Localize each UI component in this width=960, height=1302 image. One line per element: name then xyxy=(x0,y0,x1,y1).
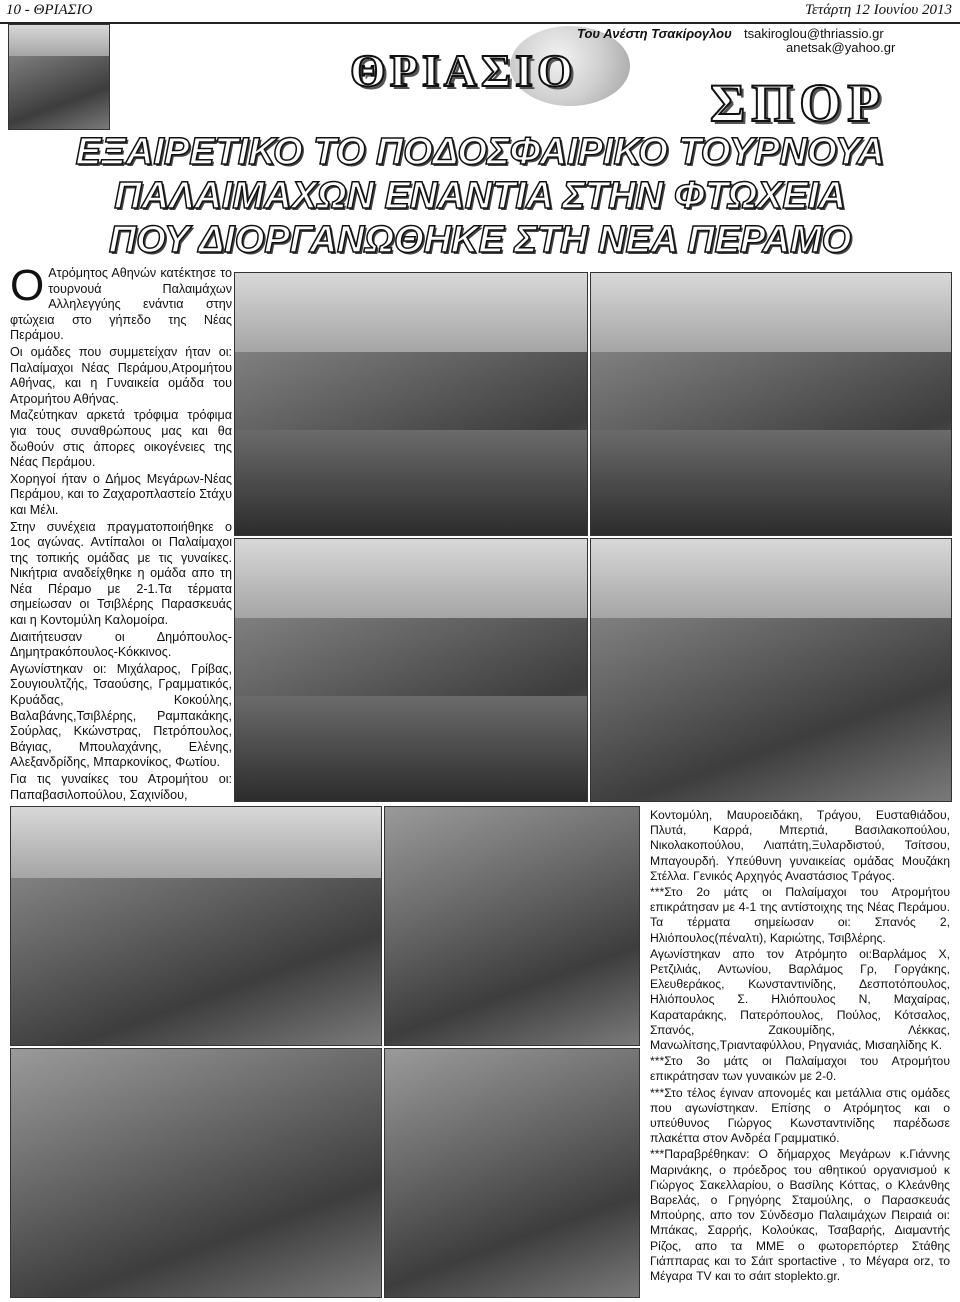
headline-line-1: ΕΞΑΙΡΕΤΙΚΟ ΤΟ ΠΟΔΟΣΦΑΙΡΙΚΟ ΤΟΥΡΝΟΥΑ xyxy=(75,131,885,173)
photo-trophy-ceremony xyxy=(384,806,640,1046)
headline xyxy=(18,130,942,262)
photo-spectators xyxy=(590,538,952,802)
article-paragraph: ***Στο τέλος έγιναν απονομές και μετάλλια στις ομάδες που αγωνίστηκαν. Επίσης ο Ατρόμητος και ο υπεύθυνος Γιώργος Κωνσταντινίδης παρέδωσε πλακέττα στον Ανδρέα Γραμματικό. xyxy=(650,1085,950,1146)
article-paragraph: ***Στο 2ο μάτς οι Παλαίμαχοι του Ατρομήτου επικράτησαν με 4-1 της αντίστοιχης της Νέας Περάμου. Τα τέρματα σημείωσαν οι: Σπανός 2, Ηλιόπουλος(πέναλτι), Καριώτης, Τσιβλέρης. xyxy=(650,885,950,945)
article-paragraph: Διαιτήτευσαν οι Δημόπουλος-Δημητρακόπουλος-Κόκκινος. xyxy=(10,629,232,660)
drop-cap: Ο xyxy=(10,261,45,310)
masthead-section: ΣΠΟΡ xyxy=(710,73,887,133)
article-paragraph: Χορηγοί ήταν ο Δήμος Μεγάρων-Νέας Περάμου, και το Ζαχαροπλαστείο Στάχυ και Μέλι. xyxy=(10,471,232,517)
photo-award-plaque xyxy=(384,1048,640,1298)
author-byline: Του Ανέστη Τσακίρογλου xyxy=(577,26,732,41)
article-paragraph: ***Στο 3ο μάτς οι Παλαίμαχοι του Ατρομήτου επικράτησαν των γυναικών με 2-0. xyxy=(650,1054,950,1084)
page-number: 10 - ΘΡΙΑΣΙΟ xyxy=(6,2,93,18)
issue-date: Τετάρτη 12 Ιουνίου 2013 xyxy=(805,2,952,18)
masthead-title: ΘΡΙΑΣΙΟ xyxy=(350,45,577,96)
photo-speaker-microphone xyxy=(10,1048,382,1298)
article-paragraph: Για τις γυναίκες του Ατρομήτου οι: Παπαβασιλοπούλου, Σαχινίδου, xyxy=(10,772,232,802)
article-paragraph: Αγωνίστηκαν απο τον Ατρόμητο οι:Βαρλάμος Χ, Ρετζιλιάς, Αντωνίου, Βαρλάμος Γρ, Γοργάκης, Ελευθεράκος, Κωνσταντινίδης, Δεσποτόπουλος, Ηλιόπουλος Σ. Ηλιόπουλος Ν, Μαχαίρας, Καραταράκης, Πατερόπουλος, Πούλος, Κότσαλος, Σπανός, Ζακουμίδης, Λέκκας, Μανωλίτσης,Τριανταφύλλου, Ρηγανιάς, Μισαηλίδης Κ. xyxy=(650,946,950,1053)
article-paragraph: Μαζεύτηκαν αρκετά τρόφιμα τρόφιμα για τους συναθρώπους μας και θα δωθούν στις άπορες οικογένειες της Νέας Περάμου. xyxy=(10,408,232,470)
author-email-1: tsakiroglou@thriassio.gr xyxy=(744,26,884,41)
article-column-left xyxy=(10,261,232,804)
author-email-2: anetsak@yahoo.gr xyxy=(786,40,896,55)
article-column-right xyxy=(650,808,950,1285)
article-paragraph: Στην συνέχεια πραγματοποιήθηκε ο 1ος αγώνας. Αντίπαλοι οι Παλαίμαχοι της τοπικής ομάδας με τις γυναίκες. Νικήτρια αναδείχθηκε η ομάδα απο τη Νέα Πέραμο με 2-1.Τα τέρματα σημείωσαν οι Τσιβλέρης Παρασκευάς και η Κοντομύλη Καλομοίρα. xyxy=(10,519,232,628)
article-paragraph: Κοντομύλη, Μαυροειδάκη, Τράγου, Ευσταθιάδου, Πλυτά, Καρρά, Μπερτιά, Βασιλακοπούλου, Νικολακοπούλου, Λιαπάτη,Ξυλαρδιστού, Τσίτσου, Μπαγουρδή. Υπεύθυνη γυναικείας ομάδας Μουζάκη Στέλλα. Γενικός Αρχηγός Αναστάσιος Τράγος. xyxy=(650,808,950,883)
article-paragraph: ***Παραβρέθηκαν: Ο δήμαρχος Μεγάρων κ.Γιάννης Μαρινάκης, ο πρόεδρος του αθητικού οργανισμού κ Γιώργος Σακελλαρίου, ο Βασίλης Κόττας, ο Κλεάνθης Βαρελάς, ο Γρηγόρης Σταμούλης, ο Παρασκευάς Μπούρης, απο τον Σύνδεσμο Παλαιμάχων Πειραιά οι: Μπάκας, Σαρρής, Κολούκας, Τσαβαρής, Διαμαντής Ρίζος, απο τα ΜΜΕ ο φωτορεπόρτερ Στάθης Γιάππαρας και το Σάιτ sportactive , το Μέγαρα orz, το Μέγαρα TV και το σάιτ stoplekto.gr. xyxy=(650,1147,950,1284)
author-portrait xyxy=(8,24,110,130)
article-paragraph: Αγωνίστηκαν οι: Μιχάλαρος, Γρίβας, Σουγιουλτζής, Τσαούσης, Γραμματικός, Κρυάδας, Κοκούλης, Βαλαβάνης,Τσιβλέρης, Ραμπακάκης, Σούρλας, Κκώνστρας, Πετρόπουλος, Βάγιας, Μπουλαχάνης, Ελένης, Αλεξανδρίδης, Μπαρκονίκος, Φωτίου. xyxy=(10,661,232,770)
article-paragraph: Ατρόμητος Αθηνών κατέκτησε το τουρνουά Παλαιμάχων Αλληλεγγύης ενάντια στην φτώχεια στο γήπεδο της Νέας Περάμου. xyxy=(10,266,232,343)
page-header-bar xyxy=(0,0,960,24)
photo-veterans-team xyxy=(234,538,588,802)
photo-guests-seated xyxy=(10,806,382,1046)
headline-line-3: ΠΟΥ ΔΙΟΡΓΑΝΩΘΗΚΕ ΣΤΗ ΝΕΑ ΠΕΡΑΜΟ xyxy=(108,219,852,261)
article-paragraph: Οι ομάδες που συμμετείχαν ήταν οι: Παλαίμαχοι Νέας Περάμου,Ατρομήτου Αθήνας, και η Γυναικεία ομάδα του Ατρομήτου Αθήνας. xyxy=(10,344,232,406)
photo-referees xyxy=(590,272,952,536)
photo-womens-team xyxy=(234,272,588,536)
headline-line-2: ΠΑΛΑΙΜΑΧΩΝ ΕΝΑΝΤΙΑ ΣΤΗΝ ΦΤΩΧΕΙΑ xyxy=(114,175,846,217)
